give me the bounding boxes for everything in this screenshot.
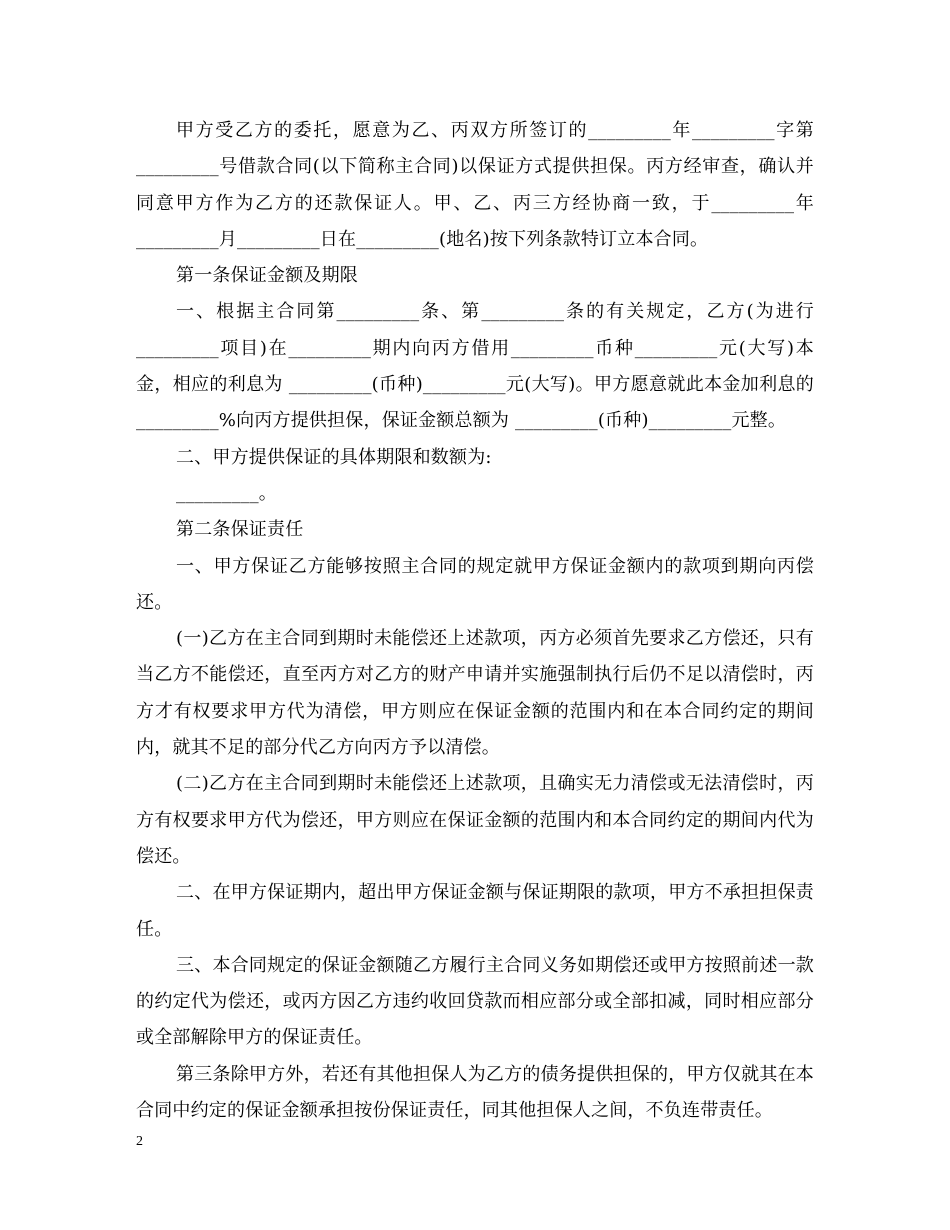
page-number: 2 [136, 1134, 143, 1149]
article-1-clause-2: 二、甲方提供保证的具体期限和数额为: [176, 446, 492, 468]
article-1-clause-1: 一、根据主合同第_________条、第_________条的有关规定，乙方(为进行_________项目)在_________期内向丙方借用_________币种_________元(大写)本金，相应的利息为 _________(币种)_________元(大写)。甲方愿意就此本金加利息的_________%向丙方提供担保，保证金额总额为 _________(币种)_________元整。 [136, 301, 814, 432]
article-1-blank-line: _________。 [176, 482, 277, 504]
article-2-clause-2: 二、在甲方保证期内，超出甲方保证金额与保证期限的款项，甲方不承担担保责任。 [136, 882, 814, 940]
article-2-subclause-1: (一)乙方在主合同到期时未能偿还上述款项，丙方必须首先要求乙方偿还，只有当乙方不能偿还，直至丙方对乙方的财产申请并实施强制执行后仍不足以清偿时，丙方才有权要求甲方代为清偿，甲方则应在保证金额的范围内和在本合同约定的期间内，就其不足的部分代乙方向丙方予以清偿。 [136, 628, 814, 759]
document-body [136, 113, 814, 1129]
article-3: 第三条除甲方外，若还有其他担保人为乙方的债务提供担保的，甲方仅就其在本合同中约定的保证金额承担按份保证责任，同其他担保人之间，不负连带责任。 [136, 1063, 814, 1122]
article-2-clause-1: 一、甲方保证乙方能够按照主合同的规定就甲方保证金额内的款项到期向丙偿还。 [136, 555, 814, 613]
article-2-subclause-2: (二)乙方在主合同到期时未能偿还上述款项，且确实无力清偿或无法清偿时，丙方有权要求甲方代为偿还，甲方则应在保证金额的范围内和本合同约定的期间内代为偿还。 [136, 773, 814, 867]
article-2-clause-3: 三、本合同规定的保证金额随乙方履行主合同义务如期偿还或甲方按照前述一款的约定代为偿还，或丙方因乙方违约收回贷款而相应部分或全部扣减，同时相应部分或全部解除甲方的保证责任。 [136, 954, 814, 1049]
article-2-heading: 第二条保证责任 [176, 519, 304, 541]
intro-paragraph: 甲方受乙方的委托，愿意为乙、丙双方所签订的_________年_________字第_________号借款合同(以下简称主合同)以保证方式提供担保。丙方经审查，确认并同意甲方作为乙方的还款保证人。甲、乙、丙三方经协商一致，于_________年_________月_________日在_________(地名)按下列条款特订立本合同。 [136, 120, 814, 250]
article-1-heading: 第一条保证金额及期限 [176, 265, 358, 287]
